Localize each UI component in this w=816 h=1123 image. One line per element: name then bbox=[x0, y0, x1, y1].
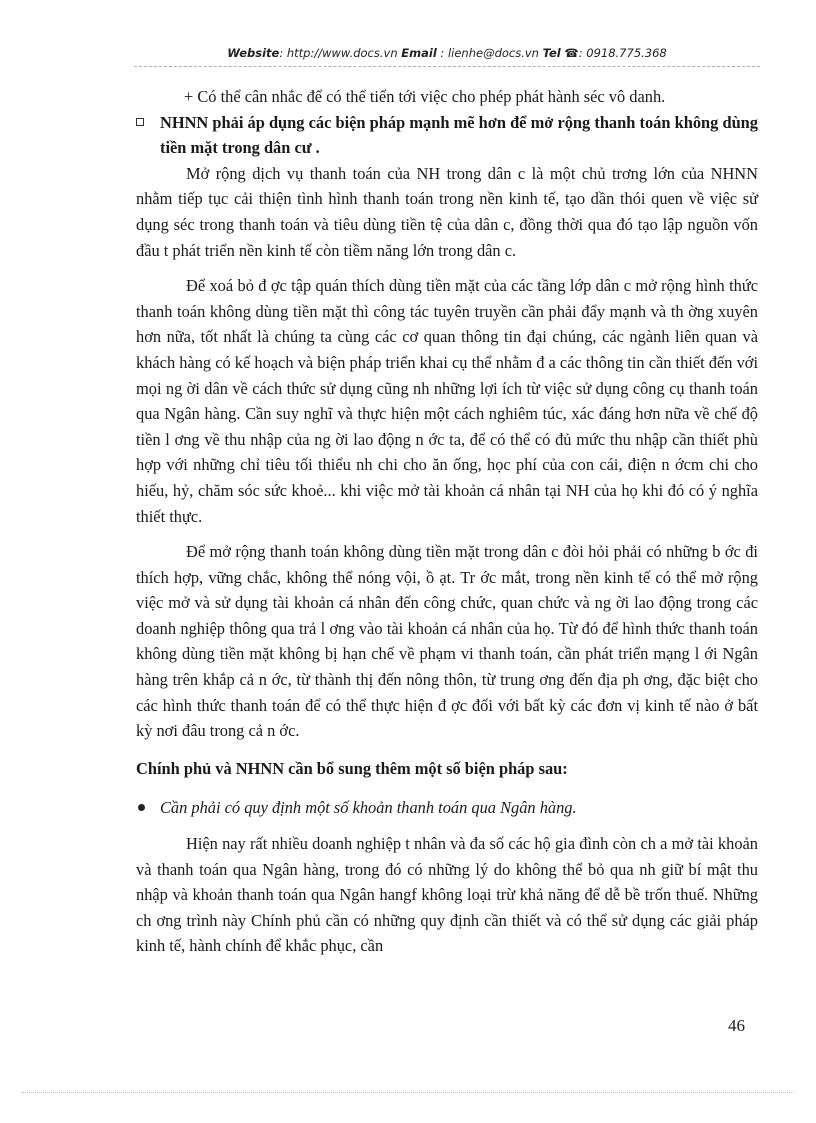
bullet-item-text: Cần phải có quy định một số khoản thanh toán qua Ngân hàng. bbox=[160, 798, 577, 818]
footer-divider bbox=[22, 1092, 794, 1093]
tel-value: : 0918.775.368 bbox=[578, 46, 667, 60]
website-value: : http://www.docs.vn bbox=[279, 46, 398, 60]
header-divider bbox=[134, 66, 760, 67]
paragraph-2: Để xoá bỏ đ ợc tập quán thích dùng tiền mặt của các tầng lớp dân c mở rộng hình thức thanh toán không dùng tiền mặt thì công tác tuyên truyền cần phải đẩy mạnh và th ờng xuyên hơn nữa, tốt nhất là chúng ta cùng các cơ quan thông tin đại chúng, các ngành liên quan và khách hàng có kế hoạch và biện pháp triển khai cụ thể nhằm đ a các thông tin cần thiết đến với mọi ng ời dân về cách thức sử dụng cũng nh những lợi ích từ việc sử dụng công cụ thanh toán qua Ngân hàng. Cần suy nghĩ và thực hiện một cách nghiêm túc, xác đáng hơn nữa về chế độ tiền l ơng về thu nhập của ng ời lao động n ớc ta, để có thể có đủ mức thu nhập cần thiết phù hợp với những chỉ tiêu tối thiểu nh chi cho ăn ống, học phí của con cái, điện n ớcm chi cho hiếu, hỷ, chăm sóc sức khoẻ... khi việc mở tài khoản cá nhân tại NH của họ khi đó có ý nghĩa thiết thực. bbox=[136, 276, 758, 526]
cheque-line: + Có thể cân nhắc để có thể tiến tới việc cho phép phát hành séc vô danh. bbox=[184, 87, 666, 106]
section-title: Chính phủ và NHNN cần bổ sung thêm một số biện pháp sau: bbox=[136, 758, 568, 778]
paragraph-4: Hiện nay rất nhiều doanh nghiệp t nhân và đa số các hộ gia đình còn ch a mở tài khoản và thanh toán qua Ngân hàng, trong đó có những lý do không thể bỏ qua nh giữ bí mật thu nhập và khoản thanh toán qua Ngân hangf không loại trừ khả năng để dễ bề trốn thuế. Những ch ơng trình này Chính phủ cần có những quy định cần thiết và có thể sử dụng các giải pháp kinh tế, hành chính để khắc phục, cần bbox=[136, 834, 758, 956]
document-body bbox=[136, 84, 758, 959]
email-label: Email bbox=[401, 46, 437, 60]
square-bullet-icon bbox=[136, 118, 144, 126]
tel-label: Tel bbox=[542, 46, 561, 60]
page-number: 46 bbox=[728, 1016, 745, 1035]
paragraph-1: Mở rộng dịch vụ thanh toán của NH trong dân c là một chủ trơng lớn của NHNN nhằm tiếp tục cải thiện tình hình thanh toán trong nền kinh tế, tạo dần thói quen về việc sử dụng séc trong thanh toán và tiêu dùng tiền tệ của dân c, đồng thời qua đó tạo lập nguồn vốn đầu t phát triển nền kinh tế còn tiềm năng lớn trong dân c. bbox=[136, 163, 758, 260]
website-label: Website bbox=[227, 46, 280, 60]
nhnn-heading bbox=[136, 110, 758, 161]
bullet-item bbox=[136, 795, 758, 821]
phone-icon: ☎ bbox=[564, 46, 579, 60]
paragraph-3: Để mở rộng thanh toán không dùng tiền mặt trong dân c đòi hỏi phải có những b ớc đi thích hợp, vững chắc, không thể nóng vội, ồ ạt. Tr ớc mắt, trong nền kinh tế có thể mở rộng việc mở và sử dụng tài khoản cá nhân đến công chức, quan chức và ng ời lao động trong các doanh nghiệp thông qua trả l ơng vào tài khoản cá nhân của họ. Từ đó để hình thức thanh toán không dùng tiền mặt không bị hạn chế về phạm vi thanh toán, cần phát triển mạng l ới Ngân hàng trên khắp cả n ớc, từ thành thị đến nông thôn, từ trung ơng đến địa ph ơng, đặc biệt cho các hình thức thanh toán để có thể thực hiện đ ợc đối với bất kỳ các đơn vị kinh tế nào ở bất kỳ nơi đâu trong cả n ớc. bbox=[136, 542, 758, 741]
round-bullet-icon bbox=[138, 804, 145, 811]
email-value: : lienhe@docs.vn bbox=[440, 46, 539, 60]
nhnn-heading-text: NHNN phải áp dụng các biện pháp mạnh mẽ hơn để mở rộng thanh toán không dùng tiền mặt trong dân cư . bbox=[160, 112, 758, 158]
page-header bbox=[134, 46, 760, 60]
